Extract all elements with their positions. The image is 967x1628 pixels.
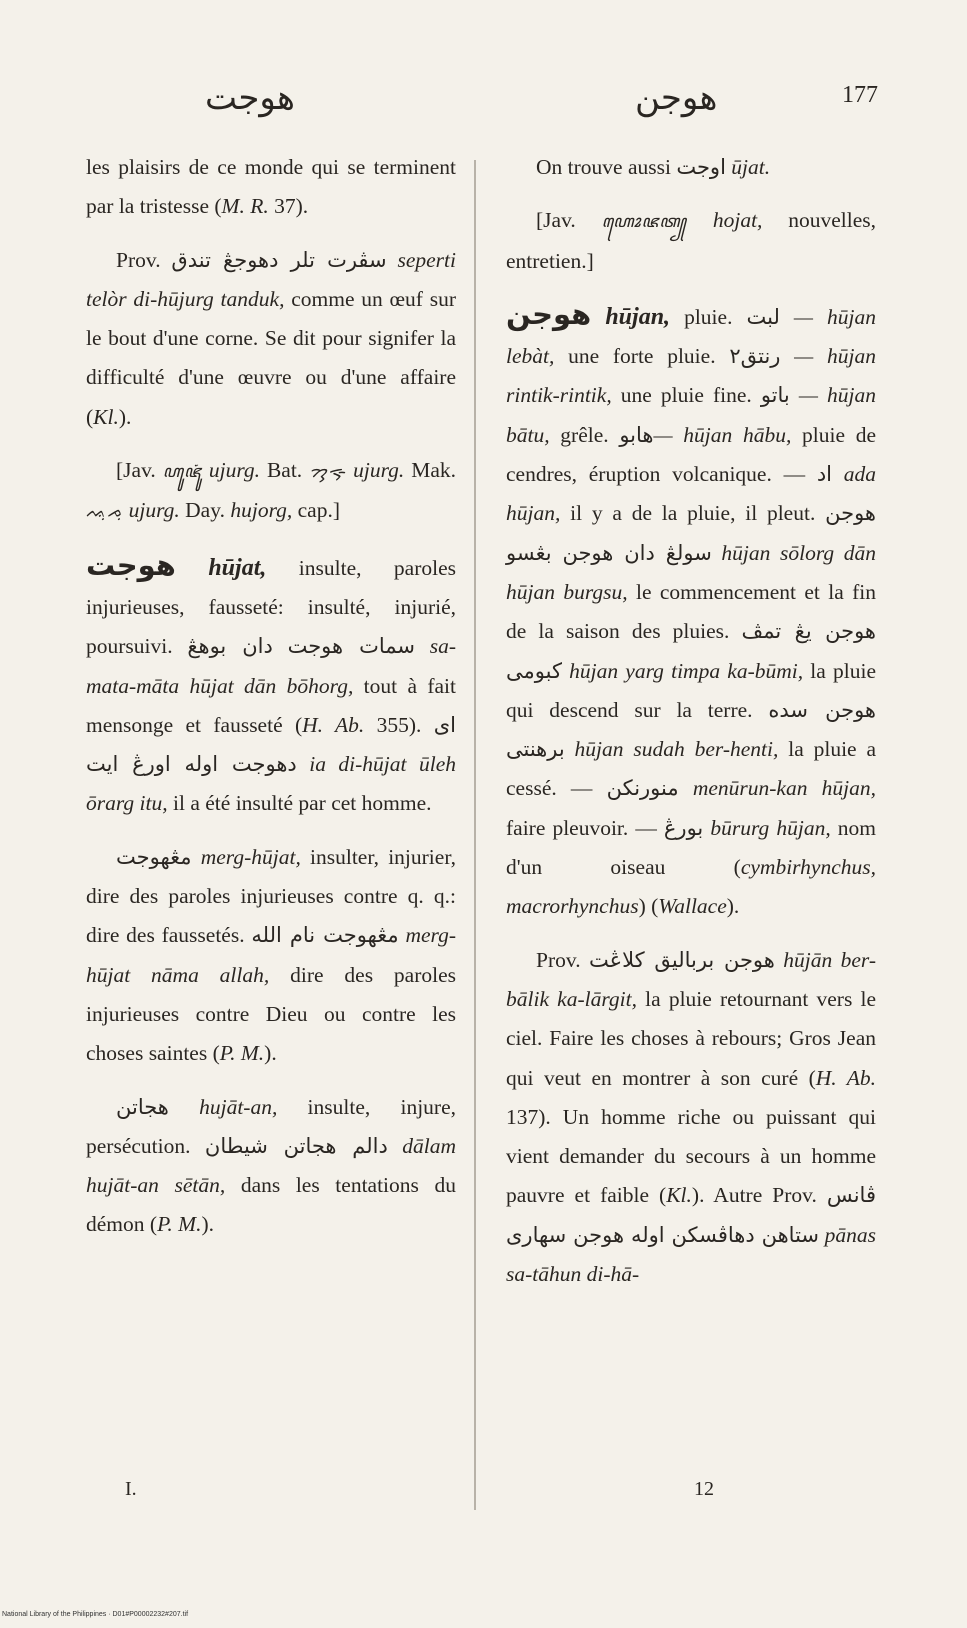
proverb-paragraph: Prov. سڤرت تلر دهوجڠ تندق seperti telòr di-hūjurg tanduk, comme un œuf sur le bout d'une corne. Se dit pour signifer la difficulté d'une œuvre ou d'une affaire (Kl.). xyxy=(86,247,456,429)
left-column xyxy=(86,148,456,1259)
cognates-paragraph: [Jav. ꦲꦸꦗꦸꦁ ujurg. Bat. ᯂᯮᯐᯮ ujurg. Mak. ᨕᨘᨍᨘ ujurg. Day. hujorg, cap.] xyxy=(86,458,457,523)
entry-continuation: les plaisirs de ce monde qui se terminent par la tristesse (M. R. 37). xyxy=(86,155,456,219)
entry-hujat: هوجت hūjat, insulte, paroles injurieuses, fausseté: insulté, injurié, poursuivi. سمات هوجت دان بوهڠ sa-mata-māta hūjat dān bōhorg, tout à fait mensonge et fausseté (H. Ab. 355). اى دهوجت اوله اورڠ ايت ia di-hūjat ūleh ōrarg itu, il a été insulté par cet homme. xyxy=(86,547,457,816)
running-head-right: هوجن xyxy=(635,78,718,118)
variant-note: On trouve aussi اوجت ūjat. xyxy=(536,155,771,179)
subentry-hujatan: هجاتن hujāt-an, insulte, injure, persécution. دالم هجاتن شيطان dālam hujāt-an sētān, dans les tentations du démon (P. M.). xyxy=(86,1094,457,1237)
right-column xyxy=(506,148,876,1308)
subentry-meng-hujat: مڠهوجت merg-hūjat, insulter, injurier, dire des paroles injurieuses contre q. q.: dire des faussetés. مڠهوجت نام الله merg-hūjat nāma allah, dire des paroles injurieuses contre Dieu ou contre les choses saintes (P. M.). xyxy=(86,844,457,1066)
sheet-number: 12 xyxy=(694,1478,714,1500)
entry-hujan: هوجن hūjan, pluie. لبت — hūjan lebàt, une forte pluie. رنتق٢ — hūjan rintik-rintik, une pluie fine. باتو — hūjan bātu, grêle. هابو— hūjan hābu, pluie de cendres, éruption volcanique. — اد ada hūjan, il y a de la pluie, il pleut. هوجن سولڠ دان هوجن بڠسو hūjan sōlorg dān hūjan burgsu, le commencement et la fin de la saison des pluies. هوجن يڠ تمڤ كبومى hūjan yarg timpa ka-būmi, la pluie qui descend sur la terre. هوجن سده برهنتى hūjan sudah ber-henti, la pluie a cessé. — منورنكن menūrun-kan hūjan, faire pleuvoir. — بورڠ būrurg hūjan, nom d'un oiseau (cymbirhynchus, macrorhynchus) (Wallace). xyxy=(506,296,877,919)
cognates-paragraph-right: [Jav. ꦲꦺꦴꦗꦠ꧀ hojat, nouvelles, entretien.] xyxy=(506,208,876,273)
page-number: 177 xyxy=(842,82,878,108)
running-head-left: هوجت xyxy=(205,78,295,118)
scan-credit: National Library of the Philippines · D01#P00002232#207.tif xyxy=(2,1611,189,1618)
proverb-paragraph-right: Prov. هوجن برباليق كلاڠت hūjān ber-bālik ka-lārgit, la pluie retournant vers le ciel. Faire les choses à rebours; Gros Jean qui veut en montrer à son curé (H. Ab. 137). Un homme riche ou puissant qui vient demander du secours à un homme pauvre et faible (Kl.). Autre Prov. ڤانس ستاهن دهاڤسكن اوله هوجن سهارى pānas sa-tāhun di-hā- xyxy=(506,947,877,1287)
column-divider xyxy=(474,160,476,1510)
signature-mark: I. xyxy=(125,1478,137,1500)
